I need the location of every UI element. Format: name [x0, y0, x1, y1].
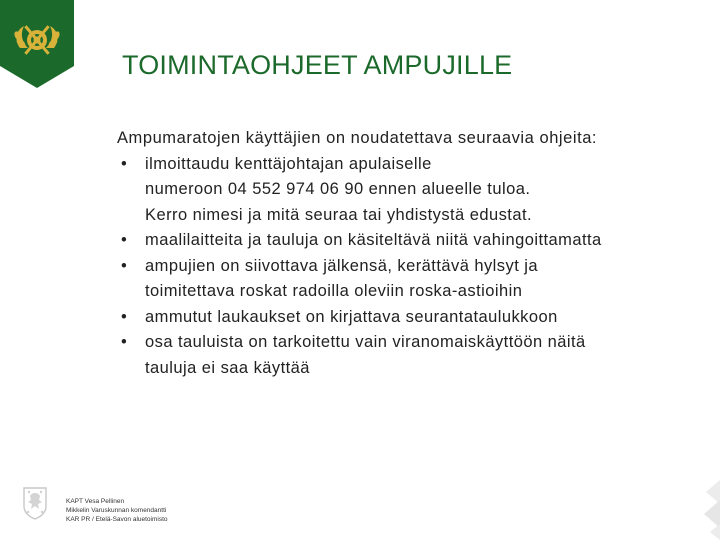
army-emblem-badge: [0, 0, 74, 88]
footer-credits: [66, 497, 168, 524]
footer-logo: [22, 486, 48, 520]
bullet-marker: •: [121, 256, 128, 275]
intro-text: Ampumaratojen käyttäjien on noudatettava seuraavia ohjeita:: [117, 129, 598, 147]
list-item-line: toimitettava roskat radoilla oleviin roska-astioihin: [145, 282, 523, 300]
bullet-marker: •: [121, 154, 128, 173]
coat-of-arms-icon: [22, 486, 48, 520]
list-item: [117, 254, 707, 305]
footer-line: KAPT Vesa Pellinen: [66, 498, 125, 505]
footer-line: KAR PR / Etelä-Savon aluetoimisto: [66, 516, 168, 523]
list-item-line: tauluja ei saa käyttää: [145, 358, 310, 377]
bullet-marker: •: [121, 333, 128, 351]
list-item-line: osa tauluista on tarkoitettu vain viranomaiskäyttöön näitä: [145, 333, 586, 351]
bullet-marker: •: [121, 307, 128, 326]
list-item-line: maalilaitteita ja tauluja on käsiteltävä niitä vahingoittamatta: [145, 231, 602, 249]
list-item: [117, 152, 707, 229]
instructions-block: [117, 126, 707, 381]
decorative-pattern-icon: [698, 480, 720, 540]
corner-decoration: [698, 480, 720, 540]
footer-line: Mikkelin Varuskunnan komendantti: [66, 507, 167, 514]
bullet-list: [117, 152, 707, 382]
army-emblem-icon: [0, 0, 74, 88]
list-item-line: Kerro nimesi ja mitä seuraa tai yhdistystä edustat.: [145, 205, 533, 224]
slide-title: TOIMINTAOHJEET AMPUJILLE: [122, 50, 513, 80]
list-item-line: numeroon 04 552 974 06 90 ennen alueelle tuloa.: [145, 180, 531, 198]
list-item: [117, 305, 707, 331]
list-item-line: ampujien on siivottava jälkensä, kerättävä hylsyt ja: [145, 256, 539, 275]
list-item: [117, 228, 707, 254]
list-item-line: ammutut laukaukset on kirjattava seurantataulukkoon: [145, 307, 558, 326]
bullet-marker: •: [121, 231, 128, 249]
list-item-line: ilmoittaudu kenttäjohtajan apulaiselle: [145, 154, 432, 173]
list-item: [117, 330, 707, 381]
